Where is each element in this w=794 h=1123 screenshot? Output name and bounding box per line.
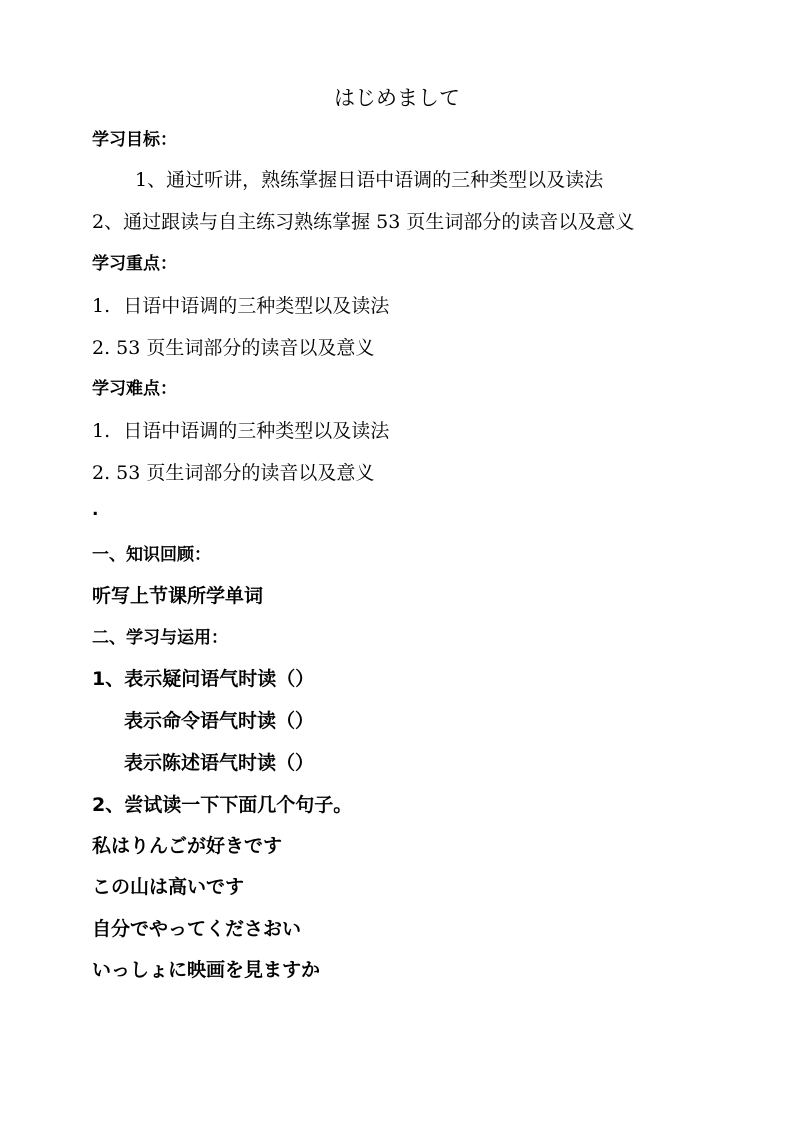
practice-heading: 二、学习与运用： bbox=[92, 628, 228, 648]
difficulty-1-number: 1. bbox=[92, 420, 111, 442]
question-2: 2、尝试读一下下面几个句子。 bbox=[92, 794, 353, 816]
key-point-2: 2. 53 页生词部分的读音以及意义 bbox=[92, 337, 375, 359]
key-point-1-text: 日语中语调的三种类型以及读法 bbox=[123, 295, 390, 317]
difficulty-1 bbox=[92, 422, 389, 441]
key-points-heading: 学习重点： bbox=[92, 254, 177, 274]
sentence-3: 自分でやってくださおい bbox=[92, 918, 302, 940]
goal-item-2: 2、通过跟读与自主练习熟练掌握 53 页生词部分的读音以及意义 bbox=[92, 211, 635, 233]
key-point-1 bbox=[92, 297, 389, 316]
difficulty-2: 2. 53 页生词部分的读音以及意义 bbox=[92, 462, 375, 484]
question-1-statement: 表示陈述语气时读（） bbox=[124, 752, 315, 774]
review-heading: 一、知识回顾： bbox=[92, 545, 211, 565]
sentence-1: 私はりんごが好きです bbox=[92, 835, 283, 857]
difficulty-1-text: 日语中语调的三种类型以及读法 bbox=[123, 420, 390, 442]
review-item: 听写上节课所学单词 bbox=[92, 585, 264, 607]
goal-item-1: 1、通过听讲，熟练掌握日语中语调的三种类型以及读法 bbox=[135, 169, 604, 191]
key-point-1-number: 1. bbox=[92, 295, 111, 317]
stray-dot: . bbox=[92, 500, 99, 520]
sentence-4: いっしょに映画を見ますか bbox=[92, 959, 321, 981]
question-1: 1、表示疑问语气时读（） bbox=[92, 668, 315, 690]
question-1-command: 表示命令语气时读（） bbox=[124, 710, 315, 732]
goals-heading: 学习目标： bbox=[92, 130, 177, 150]
document-title: はじめまして bbox=[334, 86, 460, 110]
difficulties-heading: 学习难点： bbox=[92, 379, 177, 399]
sentence-2: この山は高いです bbox=[92, 876, 245, 898]
